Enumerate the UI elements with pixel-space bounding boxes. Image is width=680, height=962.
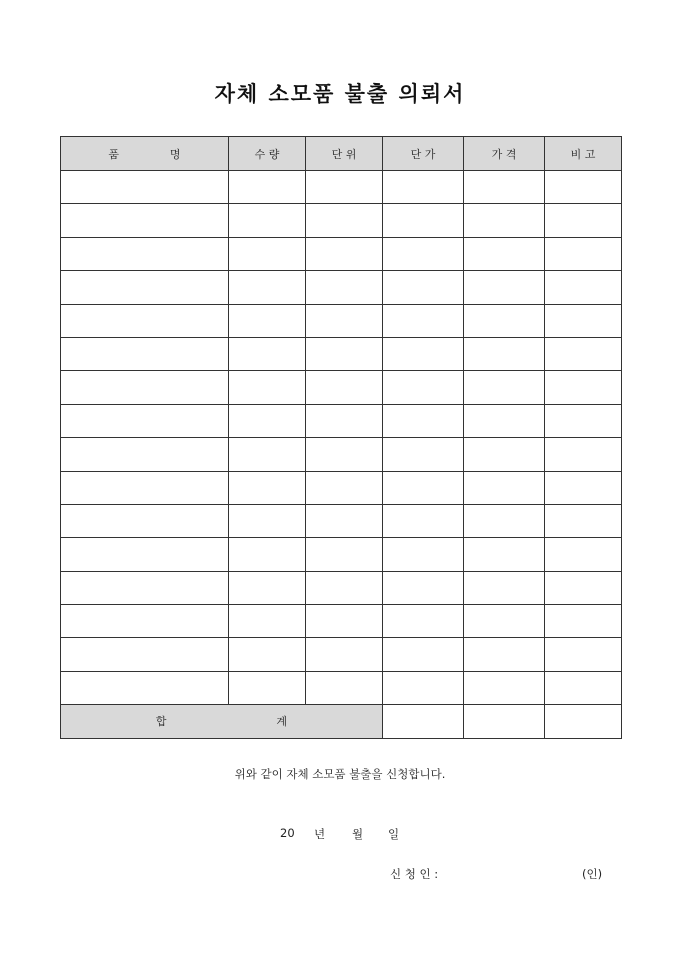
cell-remarks[interactable] — [545, 438, 622, 471]
cell-remarks[interactable] — [545, 471, 622, 504]
cell-remarks[interactable] — [545, 671, 622, 704]
cell-quantity[interactable] — [229, 337, 306, 370]
cell-quantity[interactable] — [229, 237, 306, 270]
cell-remarks[interactable] — [545, 404, 622, 437]
cell-price[interactable] — [464, 638, 545, 671]
total-label-part-1: 합 — [155, 715, 167, 729]
cell-remarks[interactable] — [545, 337, 622, 370]
table-row — [61, 471, 622, 504]
cell-unit-price[interactable] — [383, 538, 464, 571]
table-row — [61, 337, 622, 370]
cell-remarks[interactable] — [545, 304, 622, 337]
cell-price[interactable] — [464, 438, 545, 471]
header-item-name — [61, 137, 229, 171]
cell-price[interactable] — [464, 337, 545, 370]
cell-unit-price[interactable] — [383, 304, 464, 337]
applicant-label: 신 청 인 : — [390, 867, 439, 881]
cell-item-name[interactable] — [61, 371, 229, 404]
table-row — [61, 237, 622, 270]
total-label-part-2: 계 — [276, 715, 288, 729]
cell-remarks[interactable] — [545, 271, 622, 304]
cell-unit-price[interactable] — [383, 671, 464, 704]
table-row — [61, 304, 622, 337]
cell-remarks[interactable] — [545, 204, 622, 237]
cell-quantity[interactable] — [229, 171, 306, 204]
cell-quantity[interactable] — [229, 538, 306, 571]
cell-quantity[interactable] — [229, 438, 306, 471]
cell-unit-price[interactable] — [383, 337, 464, 370]
cell-unit[interactable] — [306, 337, 383, 370]
cell-unit-price[interactable] — [383, 404, 464, 437]
cell-quantity[interactable] — [229, 471, 306, 504]
cell-quantity[interactable] — [229, 638, 306, 671]
date-year-label: 년 — [314, 827, 326, 841]
cell-item-name[interactable] — [61, 605, 229, 638]
date-day-label: 일 — [388, 827, 400, 841]
header-row — [61, 137, 622, 171]
header-item-name-part-2: 명 — [169, 147, 181, 161]
cell-quantity[interactable] — [229, 271, 306, 304]
table-row — [61, 605, 622, 638]
cell-unit[interactable] — [306, 671, 383, 704]
cell-price[interactable] — [464, 671, 545, 704]
table-row — [61, 171, 622, 204]
cell-unit-price[interactable] — [383, 504, 464, 537]
cell-quantity[interactable] — [229, 605, 306, 638]
cell-unit[interactable] — [306, 271, 383, 304]
request-statement: 위와 같이 자체 소모품 불출을 신청합니다. — [234, 767, 446, 781]
cell-price[interactable] — [464, 171, 545, 204]
cell-unit-price[interactable] — [383, 271, 464, 304]
cell-item-name[interactable] — [61, 638, 229, 671]
header-item-name-part-1: 품 — [108, 147, 120, 161]
cell-price[interactable] — [464, 504, 545, 537]
cell-item-name[interactable] — [61, 671, 229, 704]
header-remarks: 비 고 — [545, 137, 622, 171]
cell-item-name[interactable] — [61, 271, 229, 304]
cell-quantity[interactable] — [229, 371, 306, 404]
cell-quantity[interactable] — [229, 304, 306, 337]
table-row — [61, 204, 622, 237]
cell-remarks[interactable] — [545, 605, 622, 638]
cell-quantity[interactable] — [229, 204, 306, 237]
cell-unit[interactable] — [306, 371, 383, 404]
cell-unit-price[interactable] — [383, 638, 464, 671]
cell-unit-price[interactable] — [383, 171, 464, 204]
table-row — [61, 271, 622, 304]
header-quantity: 수 량 — [229, 137, 306, 171]
document-title: 자체 소모품 불출 의뢰서 — [214, 81, 466, 106]
cell-remarks[interactable] — [545, 538, 622, 571]
header-unit: 단 위 — [306, 137, 383, 171]
date-month-label: 월 — [352, 827, 364, 841]
cell-item-name[interactable] — [61, 337, 229, 370]
cell-unit[interactable] — [306, 638, 383, 671]
cell-price[interactable] — [464, 237, 545, 270]
cell-remarks[interactable] — [545, 571, 622, 604]
cell-remarks[interactable] — [545, 171, 622, 204]
table-row — [61, 438, 622, 471]
total-unit-price-cell[interactable] — [383, 705, 464, 738]
cell-unit[interactable] — [306, 438, 383, 471]
cell-unit[interactable] — [306, 504, 383, 537]
cell-item-name[interactable] — [61, 404, 229, 437]
table-row — [61, 404, 622, 437]
cell-price[interactable] — [464, 204, 545, 237]
cell-price[interactable] — [464, 371, 545, 404]
total-price-cell[interactable] — [464, 705, 545, 738]
cell-quantity[interactable] — [229, 504, 306, 537]
cell-quantity[interactable] — [229, 671, 306, 704]
date-year-prefix: 20 — [280, 826, 295, 840]
cell-item-name[interactable] — [61, 304, 229, 337]
cell-item-name[interactable] — [61, 571, 229, 604]
cell-item-name[interactable] — [61, 504, 229, 537]
cell-unit-price[interactable] — [383, 605, 464, 638]
table-row — [61, 638, 622, 671]
table-row — [61, 504, 622, 537]
cell-unit-price[interactable] — [383, 471, 464, 504]
cell-unit-price[interactable] — [383, 438, 464, 471]
cell-unit-price[interactable] — [383, 204, 464, 237]
date-line — [280, 826, 399, 842]
cell-item-name[interactable] — [61, 438, 229, 471]
cell-quantity[interactable] — [229, 571, 306, 604]
cell-price[interactable] — [464, 605, 545, 638]
cell-unit-price[interactable] — [383, 237, 464, 270]
cell-price[interactable] — [464, 571, 545, 604]
cell-unit[interactable] — [306, 204, 383, 237]
total-remarks-cell[interactable] — [545, 705, 622, 738]
cell-price[interactable] — [464, 271, 545, 304]
cell-price[interactable] — [464, 404, 545, 437]
cell-item-name[interactable] — [61, 237, 229, 270]
cell-item-name[interactable] — [61, 204, 229, 237]
total-row — [61, 705, 622, 738]
cell-unit[interactable] — [306, 538, 383, 571]
cell-item-name[interactable] — [61, 171, 229, 204]
table-body — [61, 171, 622, 705]
cell-unit[interactable] — [306, 571, 383, 604]
cell-unit[interactable] — [306, 404, 383, 437]
total-label — [61, 705, 383, 738]
cell-price[interactable] — [464, 304, 545, 337]
table-row — [61, 671, 622, 704]
header-price: 가 격 — [464, 137, 545, 171]
cell-unit[interactable] — [306, 304, 383, 337]
cell-unit-price[interactable] — [383, 571, 464, 604]
cell-price[interactable] — [464, 538, 545, 571]
cell-item-name[interactable] — [61, 471, 229, 504]
cell-remarks[interactable] — [545, 638, 622, 671]
cell-remarks[interactable] — [545, 237, 622, 270]
table-row — [61, 571, 622, 604]
cell-price[interactable] — [464, 471, 545, 504]
cell-unit[interactable] — [306, 237, 383, 270]
cell-unit[interactable] — [306, 471, 383, 504]
cell-item-name[interactable] — [61, 538, 229, 571]
header-unit-price: 단 가 — [383, 137, 464, 171]
table-row — [61, 538, 622, 571]
cell-unit[interactable] — [306, 171, 383, 204]
applicant-seal: (인) — [582, 867, 603, 881]
table-row — [61, 371, 622, 404]
cell-unit-price[interactable] — [383, 371, 464, 404]
cell-remarks[interactable] — [545, 371, 622, 404]
cell-unit[interactable] — [306, 605, 383, 638]
cell-remarks[interactable] — [545, 504, 622, 537]
cell-quantity[interactable] — [229, 404, 306, 437]
request-table — [60, 136, 622, 739]
